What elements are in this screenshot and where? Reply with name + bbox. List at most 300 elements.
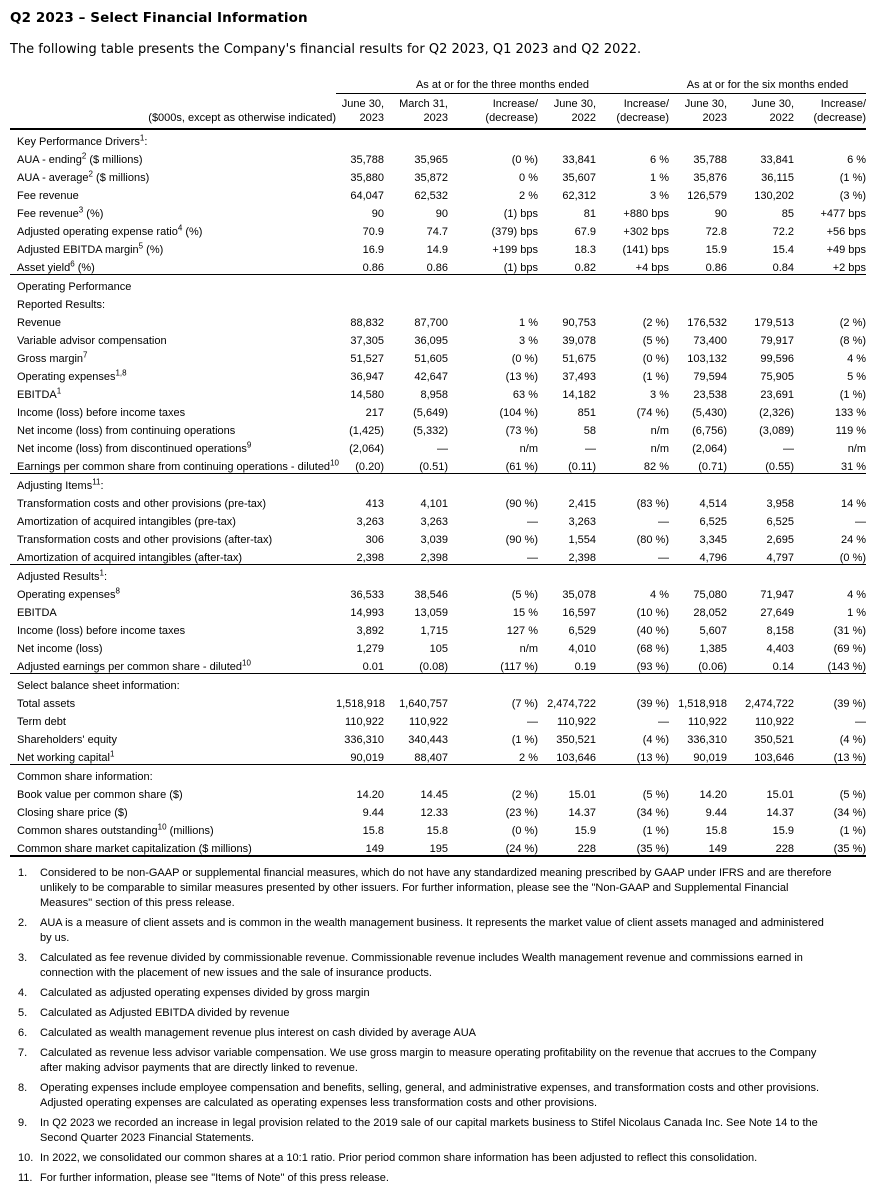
column-header-6m-2023: June 30, 2023 xyxy=(669,94,727,130)
cell-value: 82 % xyxy=(643,461,669,473)
cell-value: 2,474,722 xyxy=(745,698,794,710)
cell-value: (10 %) xyxy=(636,607,669,619)
cell-value xyxy=(336,674,384,693)
cell-value: 16,597 xyxy=(562,607,596,619)
row-label: AUA - ending$^2$ ($ millions) xyxy=(17,151,143,166)
cell-value xyxy=(727,129,794,148)
footnote xyxy=(10,866,866,911)
cell-value: 18.3 xyxy=(574,244,596,256)
cell-value: 14.20 xyxy=(356,789,384,801)
table-row xyxy=(10,783,866,801)
cell-value: 2,398 xyxy=(568,552,596,564)
cell-value: 3,263 xyxy=(356,516,384,528)
cell-value: 3,263 xyxy=(568,516,596,528)
cell-value: 110,922 xyxy=(409,716,448,728)
cell-value: 14 % xyxy=(840,498,867,510)
cell-value: +2 bps xyxy=(832,262,867,274)
cell-value: (1 %) xyxy=(839,825,867,837)
cell-value: 8,158 xyxy=(766,625,794,637)
row-label: Adjusted EBITDA margin$^5$ (%) xyxy=(17,241,164,256)
cell-value xyxy=(596,293,669,311)
cell-value: (0.71) xyxy=(698,461,727,473)
cell-value xyxy=(538,765,596,784)
cell-value: (0.08) xyxy=(419,661,448,673)
cell-value: — xyxy=(437,443,448,455)
table-row xyxy=(10,801,866,819)
cell-value: (141) bps xyxy=(622,244,669,256)
section-row xyxy=(10,674,866,693)
cell-value xyxy=(384,474,448,493)
cell-value: 110,922 xyxy=(688,716,727,728)
table-row xyxy=(10,746,866,765)
table-row xyxy=(10,383,866,401)
financial-table xyxy=(10,70,866,857)
cell-value: 15.9 xyxy=(772,825,794,837)
cell-value: 1,640,757 xyxy=(399,698,448,710)
table-row xyxy=(10,166,866,184)
cell-value: 35,788 xyxy=(350,154,384,166)
cell-value: (0 %) xyxy=(511,353,538,365)
cell-value: (0.55) xyxy=(765,461,794,473)
cell-value: 81 xyxy=(583,208,596,220)
table-row xyxy=(10,329,866,347)
cell-value: 72.8 xyxy=(705,226,727,238)
cell-value: 15.01 xyxy=(568,789,596,801)
cell-value: 37,493 xyxy=(562,371,596,383)
footnote xyxy=(10,1116,866,1146)
section-row xyxy=(10,765,866,784)
cell-value xyxy=(384,129,448,148)
cell-value: 90 xyxy=(371,208,384,220)
cell-value: 15.9 xyxy=(705,244,727,256)
cell-value: 3 % xyxy=(650,190,669,202)
cell-value: 35,872 xyxy=(414,172,448,184)
row-label: Transformation costs and other provisions (pre-tax) xyxy=(17,498,267,510)
row-label: Amortization of acquired intangibles (pre-tax) xyxy=(17,516,236,528)
cell-value xyxy=(336,565,384,584)
cell-value: 2 % xyxy=(519,190,538,202)
cell-value: 15.4 xyxy=(772,244,794,256)
cell-value: 15.9 xyxy=(574,825,596,837)
cell-value: (5 %) xyxy=(839,789,867,801)
cell-value: (4 %) xyxy=(642,734,669,746)
cell-value: 105 xyxy=(429,643,448,655)
cell-value xyxy=(794,275,866,294)
cell-value: 4,797 xyxy=(766,552,794,564)
cell-value: 0 % xyxy=(519,172,538,184)
group-header-three-months: As at or for the three months ended xyxy=(336,70,669,94)
cell-value: 4 % xyxy=(847,589,867,601)
cell-value: (5,430) xyxy=(692,407,727,419)
table-row xyxy=(10,655,866,674)
row-label: Adjusting Items$^{11}$: xyxy=(10,474,336,493)
table-row xyxy=(10,819,866,837)
cell-value: 27,649 xyxy=(760,607,794,619)
group-header-six-months: As at or for the six months ended xyxy=(669,70,866,94)
cell-value: 14,182 xyxy=(562,389,596,401)
table-row xyxy=(10,401,866,419)
cell-value: 64,047 xyxy=(350,190,384,202)
cell-value: 71,947 xyxy=(760,589,794,601)
cell-value: (7 %) xyxy=(511,698,538,710)
cell-value xyxy=(384,674,448,693)
cell-value: (80 %) xyxy=(636,534,669,546)
cell-value: 88,407 xyxy=(414,752,448,764)
footnote-number: 2. xyxy=(18,917,28,929)
cell-value: n/m xyxy=(519,643,538,655)
cell-value: 179,513 xyxy=(754,317,794,329)
cell-value: 35,880 xyxy=(350,172,384,184)
cell-value xyxy=(538,129,596,148)
cell-value: 110,922 xyxy=(755,716,794,728)
cell-value: 3 % xyxy=(519,335,538,347)
cell-value: 14.45 xyxy=(420,789,448,801)
cell-value: +302 bps xyxy=(623,226,669,238)
cell-value: (2 %) xyxy=(839,317,867,329)
footnote-text: Calculated as wealth management revenue plus interest on cash divided by average AUA xyxy=(40,1027,476,1039)
footnote xyxy=(10,986,866,1001)
table-row xyxy=(10,546,866,565)
column-header-q2-2023: June 30, 2023 xyxy=(336,94,384,130)
footnote xyxy=(10,1081,866,1111)
cell-value: 63 % xyxy=(512,389,538,401)
table-row xyxy=(10,528,866,546)
cell-value: (0 %) xyxy=(511,825,538,837)
cell-value xyxy=(794,674,866,693)
cell-value: (5 %) xyxy=(511,589,538,601)
cell-value xyxy=(448,275,538,294)
row-label: Closing share price ($) xyxy=(17,807,128,819)
cell-value: 36,095 xyxy=(414,335,448,347)
cell-value xyxy=(336,293,384,311)
cell-value: (13 %) xyxy=(636,752,669,764)
table-body xyxy=(10,129,866,856)
cell-value: 3,892 xyxy=(356,625,384,637)
row-label: Net working capital$^1$ xyxy=(17,749,115,764)
row-label: Gross margin$^7$ xyxy=(17,350,88,365)
cell-value: (34 %) xyxy=(636,807,669,819)
row-label: Reported Results: xyxy=(17,299,106,311)
cell-value: (90 %) xyxy=(505,498,538,510)
cell-value: 4,403 xyxy=(766,643,794,655)
footnote-text: Considered to be non-GAAP or supplemental financial measures, which do not have any standardized meaning prescribed by GAAP under IFRS and are therefore unlikely to be comparable to similar measures presented by other issuers. For further information, please see the "Non-GAAP and Supplemental Financial Measures" section of this press release. xyxy=(40,867,832,909)
cell-value: 62,312 xyxy=(562,190,596,202)
cell-value: (1 %) xyxy=(839,389,867,401)
cell-value: (3,089) xyxy=(759,425,794,437)
cell-value: 5,607 xyxy=(699,625,727,637)
cell-value: (2 %) xyxy=(642,317,669,329)
table-row xyxy=(10,238,866,256)
footnote-number: 7. xyxy=(18,1047,28,1059)
cell-value xyxy=(538,275,596,294)
cell-value xyxy=(384,275,448,294)
cell-value: (0 %) xyxy=(642,353,669,365)
cell-value: 130,202 xyxy=(754,190,794,202)
cell-value: 228 xyxy=(775,843,794,855)
cell-value: 336,310 xyxy=(687,734,727,746)
cell-value: 14,993 xyxy=(350,607,384,619)
cell-value: 2,695 xyxy=(766,534,794,546)
cell-value: 15.01 xyxy=(766,789,794,801)
footnote xyxy=(10,1171,866,1186)
footnote-number: 4. xyxy=(18,987,28,999)
cell-value: (117 %) xyxy=(500,661,538,673)
row-label: Net income (loss) xyxy=(17,643,103,655)
group-header-row xyxy=(10,70,866,94)
cell-value xyxy=(794,765,866,784)
column-header-q1-2023: March 31, 2023 xyxy=(384,94,448,130)
footnote-number: 5. xyxy=(18,1007,28,1019)
cell-value: 350,521 xyxy=(754,734,794,746)
cell-value: 14,580 xyxy=(350,389,384,401)
footnote-text: Calculated as fee revenue divided by commissionable revenue. Commissionable revenue includes Wealth management revenue and commissions earned in connection with the placement of new issues and the sale of insurance products. xyxy=(40,952,803,979)
cell-value: (34 %) xyxy=(833,807,867,819)
cell-value: 0.84 xyxy=(772,262,794,274)
row-label: Income (loss) before income taxes xyxy=(17,407,186,419)
section-row xyxy=(10,474,866,493)
cell-value: 15 % xyxy=(512,607,538,619)
row-label: Adjusted operating expense ratio$^4$ (%) xyxy=(17,223,203,238)
cell-value: 39,078 xyxy=(562,335,596,347)
cell-value: 6,529 xyxy=(568,625,596,637)
cell-value: 88,832 xyxy=(350,317,384,329)
row-label: AUA - average$^2$ ($ millions) xyxy=(17,169,150,184)
cell-value: — xyxy=(855,516,867,528)
row-label: Common shares outstanding$^{10}$ (millions) xyxy=(17,822,214,837)
cell-value: 2,398 xyxy=(356,552,384,564)
cell-value: 37,305 xyxy=(350,335,384,347)
cell-value: 90,019 xyxy=(693,752,727,764)
table-row xyxy=(10,601,866,619)
row-label: Fee revenue$^3$ (%) xyxy=(17,205,104,220)
cell-value xyxy=(448,129,538,148)
row-label: Net income (loss) from discontinued operations$^9$ xyxy=(17,440,252,455)
table-row xyxy=(10,728,866,746)
cell-value xyxy=(384,293,448,311)
cell-value: (13 %) xyxy=(833,752,867,764)
cell-value: 217 xyxy=(365,407,384,419)
cell-value: (5,649) xyxy=(413,407,448,419)
footnote-number: 9. xyxy=(18,1117,28,1129)
row-label: Earnings per common share from continuing operations - diluted$^{10}$ xyxy=(17,458,339,473)
cell-value: 2,415 xyxy=(568,498,596,510)
footnote-number: 8. xyxy=(18,1082,28,1094)
cell-value: 1 % xyxy=(847,607,867,619)
cell-value: — xyxy=(527,716,538,728)
cell-value: 14.9 xyxy=(426,244,448,256)
cell-value xyxy=(794,293,866,311)
cell-value: 9.44 xyxy=(362,807,384,819)
cell-value: 75,080 xyxy=(693,589,727,601)
cell-value xyxy=(669,765,727,784)
section-row xyxy=(10,129,866,148)
cell-value: 0.82 xyxy=(574,262,596,274)
cell-value xyxy=(448,293,538,311)
cell-value: (104 %) xyxy=(499,407,538,419)
cell-value: (13 %) xyxy=(505,371,538,383)
cell-value: (69 %) xyxy=(833,643,867,655)
footnote xyxy=(10,951,866,981)
table-row xyxy=(10,619,866,637)
cell-value: 4 % xyxy=(847,353,867,365)
table-row xyxy=(10,492,866,510)
cell-value: 3 % xyxy=(650,389,669,401)
column-header-increase-yoy: Increase/ (decrease) xyxy=(596,94,669,130)
cell-value xyxy=(538,565,596,584)
cell-value: 35,607 xyxy=(562,172,596,184)
cell-value: — xyxy=(658,716,669,728)
row-label: Key Performance Drivers$^1$: xyxy=(17,133,148,148)
cell-value xyxy=(669,129,727,148)
cell-value: 90 xyxy=(714,208,727,220)
cell-value: 119 % xyxy=(835,425,867,437)
cell-value xyxy=(448,565,538,584)
row-label: Adjusted Results$^1$: xyxy=(10,565,336,584)
table-row xyxy=(10,710,866,728)
cell-value xyxy=(596,474,669,493)
cell-value: +880 bps xyxy=(623,208,669,220)
cell-value: (1 %) xyxy=(511,734,538,746)
cell-value: (83 %) xyxy=(636,498,669,510)
footnote-text: Calculated as adjusted operating expenses divided by gross margin xyxy=(40,987,370,999)
cell-value: 4,010 xyxy=(568,643,596,655)
cell-value: n/m xyxy=(519,443,538,455)
cell-value: 149 xyxy=(708,843,727,855)
cell-value: (1) bps xyxy=(503,208,538,220)
cell-value: 14.20 xyxy=(699,789,727,801)
cell-value: — xyxy=(783,443,794,455)
section-row xyxy=(10,565,866,584)
cell-value xyxy=(596,275,669,294)
cell-value xyxy=(727,565,794,584)
cell-value: 6,525 xyxy=(766,516,794,528)
table-header xyxy=(10,70,866,129)
cell-value: 79,594 xyxy=(693,371,727,383)
cell-value: 3,263 xyxy=(420,516,448,528)
footnote xyxy=(10,1006,866,1021)
cell-value xyxy=(794,129,866,148)
cell-value: 336,310 xyxy=(344,734,384,746)
cell-value: (35 %) xyxy=(833,843,867,855)
cell-value: (3 %) xyxy=(839,190,867,202)
cell-value xyxy=(538,674,596,693)
cell-value: 8,958 xyxy=(420,389,448,401)
cell-value: — xyxy=(527,516,538,528)
cell-value: 6 % xyxy=(650,154,669,166)
cell-value: (35 %) xyxy=(636,843,669,855)
cell-value: 23,691 xyxy=(760,389,794,401)
table-row xyxy=(10,365,866,383)
cell-value xyxy=(794,565,866,584)
cell-value: (5 %) xyxy=(642,789,669,801)
cell-value: (8 %) xyxy=(839,335,867,347)
row-label: Operating expenses$^{1,8}$ xyxy=(17,368,127,383)
cell-value: 133 % xyxy=(834,407,867,419)
table-row xyxy=(10,202,866,220)
cell-value xyxy=(596,674,669,693)
row-label: Operating expenses$^8$ xyxy=(17,586,120,601)
table-row xyxy=(10,419,866,437)
cell-value: 12.33 xyxy=(420,807,448,819)
table-row xyxy=(10,583,866,601)
cell-value: (2,064) xyxy=(349,443,384,455)
cell-value: 0.86 xyxy=(705,262,727,274)
cell-value: 35,965 xyxy=(414,154,448,166)
cell-value xyxy=(448,474,538,493)
cell-value xyxy=(384,765,448,784)
footnote-number: 1. xyxy=(18,867,28,879)
cell-value: 51,605 xyxy=(414,353,448,365)
cell-value xyxy=(336,275,384,294)
row-label: Shareholders' equity xyxy=(17,734,117,746)
footnotes xyxy=(10,866,866,1201)
cell-value: 6,525 xyxy=(699,516,727,528)
cell-value: 5 % xyxy=(847,371,867,383)
footnote-text: In Q2 2023 we recorded an increase in legal provision related to the 2019 sale of our capital markets business to Stifel Nicolaus Canada Inc. See Note 14 to the Second Quarter 2023 Financial Statements. xyxy=(40,1117,818,1144)
cell-value: (379) bps xyxy=(491,226,538,238)
footnote-text: For further information, please see "Items of Note" of this press release. xyxy=(40,1172,389,1184)
cell-value: +199 bps xyxy=(492,244,538,256)
cell-value: 1,554 xyxy=(568,534,596,546)
cell-value: +56 bps xyxy=(826,226,867,238)
cell-value: 3,958 xyxy=(766,498,794,510)
cell-value: 4,796 xyxy=(699,552,727,564)
cell-value: (73 %) xyxy=(505,425,538,437)
cell-value: 2 % xyxy=(519,752,538,764)
cell-value: 4,101 xyxy=(420,498,448,510)
cell-value: (0 %) xyxy=(839,552,867,564)
cell-value: (1,425) xyxy=(349,425,384,437)
cell-value: (2 %) xyxy=(511,789,538,801)
cell-value xyxy=(596,129,669,148)
row-label: Operating Performance xyxy=(10,275,336,294)
cell-value xyxy=(336,765,384,784)
cell-value: (1) bps xyxy=(503,262,538,274)
footnote-number: 3. xyxy=(18,952,28,964)
cell-value: (24 %) xyxy=(505,843,538,855)
cell-value: (0.11) xyxy=(568,461,596,473)
cell-value: 51,527 xyxy=(350,353,384,365)
cell-value: (68 %) xyxy=(636,643,669,655)
cell-value: 0.19 xyxy=(574,661,596,673)
cell-value: (0.51) xyxy=(419,461,448,473)
section-row xyxy=(10,275,866,294)
row-label: Fee revenue xyxy=(17,190,79,202)
cell-value xyxy=(448,674,538,693)
column-header-row xyxy=(10,94,866,130)
cell-value xyxy=(727,674,794,693)
row-label: Common share market capitalization ($ millions) xyxy=(17,843,252,855)
cell-value: 74.7 xyxy=(426,226,448,238)
cell-value: +49 bps xyxy=(826,244,867,256)
cell-value: 127 % xyxy=(506,625,538,637)
cell-value: (74 %) xyxy=(636,407,669,419)
cell-value xyxy=(727,293,794,311)
cell-value: 35,876 xyxy=(693,172,727,184)
cell-value: 90,753 xyxy=(562,317,596,329)
cell-value: 13,059 xyxy=(414,607,448,619)
cell-value: 3,345 xyxy=(699,534,727,546)
cell-value xyxy=(727,275,794,294)
footnote-number: 11. xyxy=(18,1172,33,1184)
cell-value xyxy=(336,474,384,493)
cell-value xyxy=(669,474,727,493)
cell-value: 1,385 xyxy=(699,643,727,655)
cell-value xyxy=(669,293,727,311)
cell-value xyxy=(448,765,538,784)
cell-value: 58 xyxy=(583,425,596,437)
column-header-increase-6m: Increase/ (decrease) xyxy=(794,94,866,130)
